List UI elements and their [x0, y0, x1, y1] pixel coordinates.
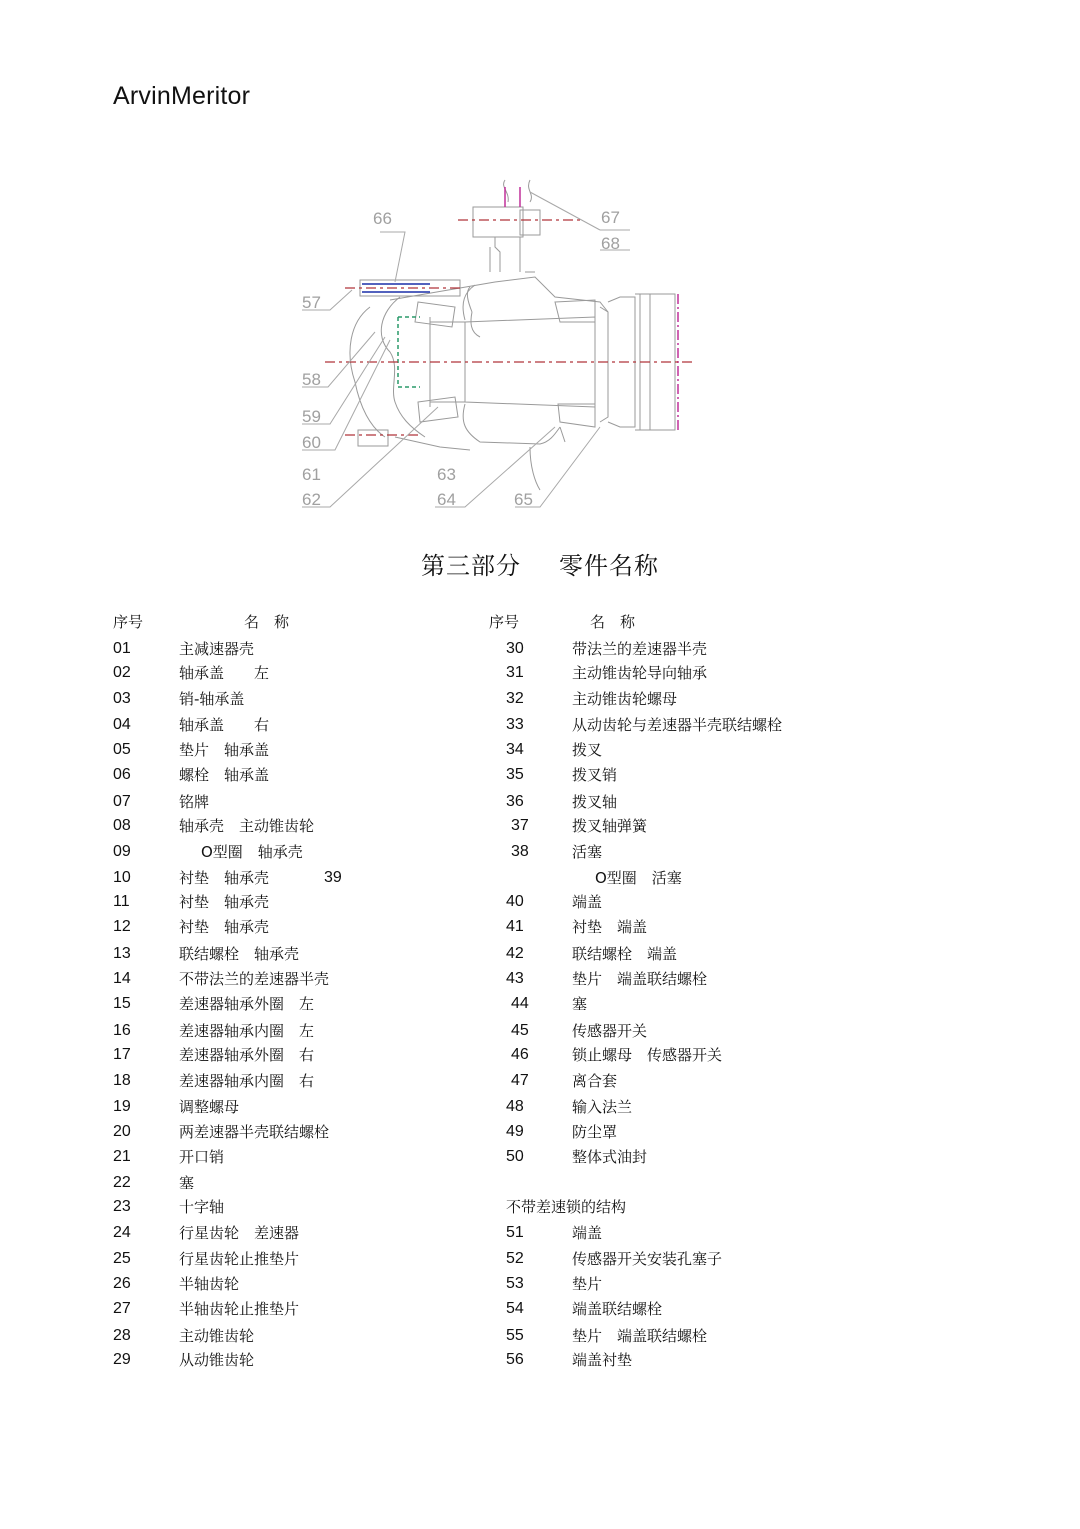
drawing-label-63: 63 — [437, 465, 456, 484]
drawing-label-64: 64 — [437, 490, 456, 509]
left-header-name: 名 称 — [244, 613, 290, 631]
drawing-label-67: 67 — [601, 208, 620, 227]
drawing-label-66: 66 — [373, 209, 392, 228]
drawing-label-68: 68 — [601, 234, 620, 253]
section-title-name: 零件名称 — [559, 552, 659, 580]
drawing-label-60: 60 — [302, 433, 321, 452]
axle-cross-section-drawing — [290, 172, 710, 522]
right-header-name: 名 称 — [590, 613, 636, 631]
drawing-label-57: 57 — [302, 293, 321, 312]
drawing-label-58: 58 — [302, 370, 321, 389]
brand-logo-text: ArvinMeritor — [113, 82, 251, 110]
subsection-title: 不带差速锁的结构 — [506, 1198, 627, 1216]
drawing-label-62: 62 — [302, 490, 321, 509]
section-title — [0, 546, 1080, 581]
section-title-part: 第三部分 — [421, 552, 521, 580]
drawing-label-61: 61 — [302, 465, 321, 484]
stray-number-39: 39 — [324, 869, 342, 886]
drawing-label-65: 65 — [514, 490, 533, 509]
left-header-number: 序号 — [113, 613, 144, 631]
drawing-label-59: 59 — [302, 407, 321, 426]
right-header-number: 序号 — [489, 613, 520, 631]
